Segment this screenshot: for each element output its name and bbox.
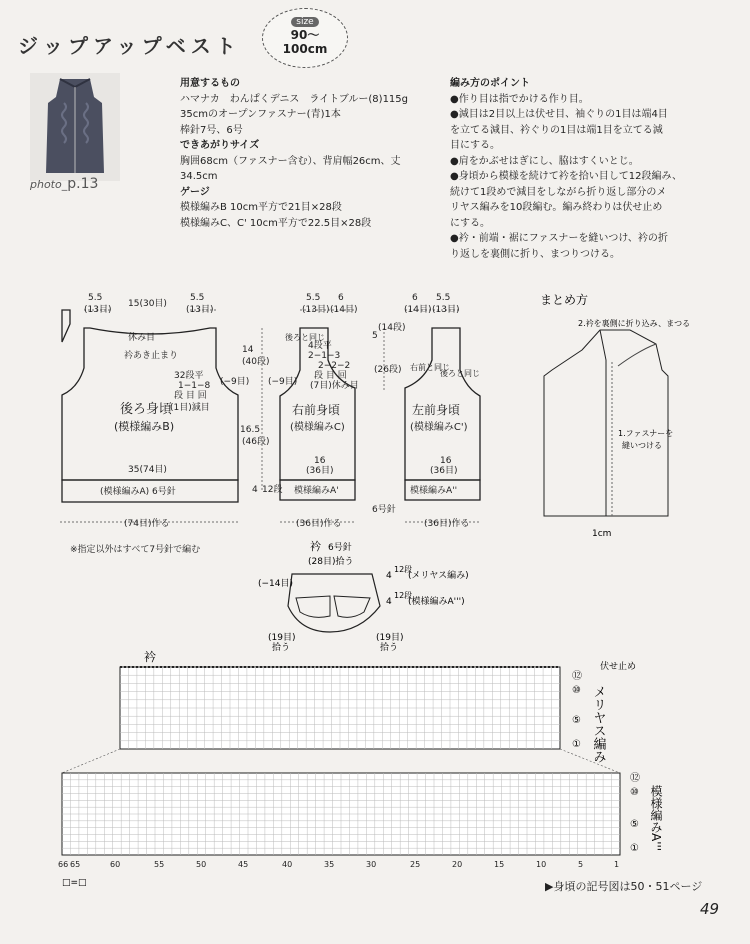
finish-title: まとめ方 <box>540 293 589 307</box>
collar-l19: (19目) <box>268 633 296 643</box>
collar-pattern: (模様編みA''') <box>408 597 465 607</box>
left-top-13: (13目) <box>432 305 460 315</box>
back-rest: 休み目 <box>128 333 156 343</box>
photo-label: photo_p.13 <box>30 176 99 192</box>
stitch-20: 20 <box>452 860 463 869</box>
stitch-25: 25 <box>410 860 421 869</box>
page-number: 49 <box>700 900 720 918</box>
left-top-14: (14目) <box>404 305 432 315</box>
row-10-top: ⑩ <box>572 685 581 696</box>
finish-step2: 2.衿を裏側に折り込み、まつる <box>578 319 691 328</box>
back-width-35: 35(74目) <box>128 465 167 475</box>
row-1-top: ① <box>572 739 581 750</box>
collar-r12b: 12段 <box>394 591 413 600</box>
points-line: ●減目は2目以上は伏せ目、袖ぐりの1目は端4目 <box>450 109 668 120</box>
right-rib: 模様編みA' <box>294 486 339 496</box>
back-top-13b: (13目) <box>186 305 214 315</box>
back-top-5-5b: 5.5 <box>190 293 205 303</box>
collar-title: 衿 <box>310 540 321 553</box>
right-d5: (7目)休み目 <box>310 381 359 391</box>
points-line: ●作り目は指でかける作り目。 <box>450 93 589 105</box>
finished-line: 胸囲68cm（ファスナー含む）、背肩幅26cm、丈 <box>180 155 401 167</box>
points-line: ●衿・前端・裾にファスナーを縫いつけ、衿の折 <box>450 233 668 244</box>
stitch-55: 55 <box>154 860 165 869</box>
left-cast-on: (36目)作る <box>424 519 470 529</box>
materials-line: ハマナカ わんぱくデニス ライトブルー(8)115g <box>180 93 408 105</box>
finished-line: 34.5cm <box>180 171 218 182</box>
row-12-top: ⑫ <box>572 671 582 682</box>
collar-r19: (19目) <box>376 633 404 643</box>
size-range-2: 100cm <box>282 42 328 56</box>
back-rib: (模様編みA) 6号針 <box>100 487 176 497</box>
points-line: 目にする。 <box>450 140 500 151</box>
back-h16-5: 16.5 <box>240 425 261 435</box>
collar-chart <box>0 645 750 895</box>
collar-r4a: 4 <box>386 571 392 581</box>
bind-off-label: 伏せ止め <box>600 662 637 672</box>
stitch-15: 15 <box>494 860 505 869</box>
reference-note: ▶身頃の記号図は50・51ページ <box>545 880 703 893</box>
back-top-15: 15(30目) <box>128 299 167 309</box>
finish-1cm: 1cm <box>592 529 612 539</box>
right-d1: 4段平 <box>308 341 332 351</box>
collar-l19-pick: 拾う <box>272 643 291 653</box>
left-pattern: (模様編みC') <box>410 422 468 433</box>
gauge-heading: ゲージ <box>180 186 210 198</box>
right-top-5-5: 5.5 <box>306 293 321 303</box>
left-h14-rows: (14段) <box>378 323 406 333</box>
back-cast-on: (74目)作る <box>124 519 170 529</box>
row-1-bottom: ① <box>630 843 639 854</box>
back-dec1: 32段平 <box>174 371 204 381</box>
collar-r12a: 12段 <box>394 565 413 574</box>
right-d4: 段 目 回 <box>314 371 347 381</box>
right-top-13: (13目) <box>302 305 330 315</box>
right-same: 後ろと同じ <box>285 333 325 342</box>
back-h14: 14 <box>242 345 254 355</box>
row-12-bottom: ⑫ <box>630 773 640 784</box>
stitch-60: 60 <box>110 860 121 869</box>
gauge-line: 模様編みC、C' 10cm平方で22.5目×28段 <box>180 217 372 229</box>
left-rib: 模様編みA'' <box>410 486 458 496</box>
collar-r19-pick: 拾う <box>380 643 399 653</box>
left-w36: (36目) <box>430 466 458 476</box>
knitting-points-section <box>450 76 710 262</box>
back-name: 後ろ身頃 <box>120 402 173 417</box>
right-top-6: 6 <box>338 293 344 303</box>
collar-needle: 6号針 <box>328 543 352 553</box>
stitch-45: 45 <box>238 860 249 869</box>
needle-note: ※指定以外はすべて7号針で編む <box>70 545 201 555</box>
back-h16-5-rows: (46段) <box>242 437 270 447</box>
stitch-40: 40 <box>282 860 293 869</box>
back-h4-rows: 12段 <box>262 485 283 495</box>
points-line: ●身頃から模様を続けて衿を拾い目して12段編み、 <box>450 171 683 182</box>
needle-6: 6号針 <box>372 505 396 515</box>
left-top-6: 6 <box>412 293 418 303</box>
back-minus1: (1目)減目 <box>170 403 210 413</box>
points-line: にする。 <box>450 217 490 229</box>
stockinette-label: メリヤス編み <box>590 685 606 763</box>
gauge-line: 模様編みB 10cm平方で21目×28段 <box>180 202 342 213</box>
stitch-65: 65 <box>70 860 81 869</box>
back-top-13: (13目) <box>84 305 112 315</box>
pattern-label: 模様編みA''' <box>649 785 663 852</box>
points-line: リヤス編みを10段編む。編み終わりは伏せ止め <box>450 202 663 213</box>
schematic-diagrams <box>0 280 750 660</box>
back-h14-rows: (40段) <box>242 357 270 367</box>
right-pattern: (模様編みC) <box>290 422 345 433</box>
right-w16: 16 <box>314 456 326 466</box>
size-bubble <box>262 8 348 68</box>
row-5-top: ⑤ <box>572 715 581 726</box>
vest-photo <box>30 73 120 181</box>
stitch-10: 10 <box>536 860 547 869</box>
right-w36: (36目) <box>306 466 334 476</box>
right-d3: 2−2−2 <box>318 361 351 371</box>
left-h26: (26段) <box>374 365 402 375</box>
stitch-35: 35 <box>324 860 335 869</box>
back-minus9-right: (−9目) <box>268 377 298 387</box>
left-same: 右前と同じ <box>410 363 450 372</box>
points-line: り返しを裏側に折り、まつりつける。 <box>450 248 620 260</box>
stitch-30: 30 <box>366 860 377 869</box>
stitch-66: 66 <box>58 860 69 869</box>
points-heading: 編み方のポイント <box>450 78 530 89</box>
row-5-bottom: ⑤ <box>630 819 639 830</box>
size-tag: size <box>291 17 318 27</box>
points-line: ●肩をかぶせはぎにし、脇はすくいとじ。 <box>450 155 639 167</box>
materials-line: 棒針7号、6号 <box>180 124 243 136</box>
collar-r4b: 4 <box>386 597 392 607</box>
left-top-5-5: 5.5 <box>436 293 451 303</box>
right-d2: 2−1−3 <box>308 351 341 361</box>
left-same2: 後ろと同じ <box>440 369 480 378</box>
left-name: 左前身頃 <box>412 403 461 417</box>
stitch-5: 5 <box>578 860 584 869</box>
back-neck: 衿あき止まり <box>124 351 179 361</box>
back-minus9-left: (−9目) <box>220 377 250 387</box>
points-line: 続けて1段めで減目をしながら折り返し部分のメ <box>450 186 667 198</box>
points-line: を立てる減目、衿ぐりの1目は端1目を立てる減 <box>450 124 663 136</box>
finish-step1b: 縫いつける <box>622 441 662 450</box>
right-top-14: (14目) <box>330 305 358 315</box>
finish-step1a: 1.ファスナーを <box>618 429 674 438</box>
materials-section <box>180 76 440 231</box>
chart-title: 衿 <box>144 650 157 664</box>
size-range-1: 90〜 <box>290 28 320 42</box>
back-top-5-5: 5.5 <box>88 293 103 303</box>
right-cast-on: (36目)作る <box>296 519 342 529</box>
materials-line: 35cmのオープンファスナー(青)1本 <box>180 109 341 120</box>
left-h5: 5 <box>372 331 378 341</box>
page-title: ジップアップベスト <box>18 34 241 58</box>
left-w16: 16 <box>440 456 452 466</box>
row-10-bottom: ⑩ <box>630 787 639 798</box>
stitch-50: 50 <box>196 860 207 869</box>
finished-size-heading: できあがりサイズ <box>180 140 260 151</box>
collar-stockinette: (メリヤス編み) <box>408 571 469 581</box>
materials-heading: 用意するもの <box>180 78 240 89</box>
chart-legend: □=□ <box>62 878 87 888</box>
collar-pick: (28目)拾う <box>308 557 354 567</box>
back-h4: 4 <box>252 485 258 495</box>
back-pattern: (模様編みB) <box>114 420 175 433</box>
stitch-1: 1 <box>614 860 620 869</box>
collar-minus14: (−14目) <box>258 579 294 589</box>
right-name: 右前身頃 <box>292 403 341 417</box>
back-dec3: 段 目 回 <box>174 391 207 401</box>
back-dec2: 1−1−8 <box>178 381 211 391</box>
